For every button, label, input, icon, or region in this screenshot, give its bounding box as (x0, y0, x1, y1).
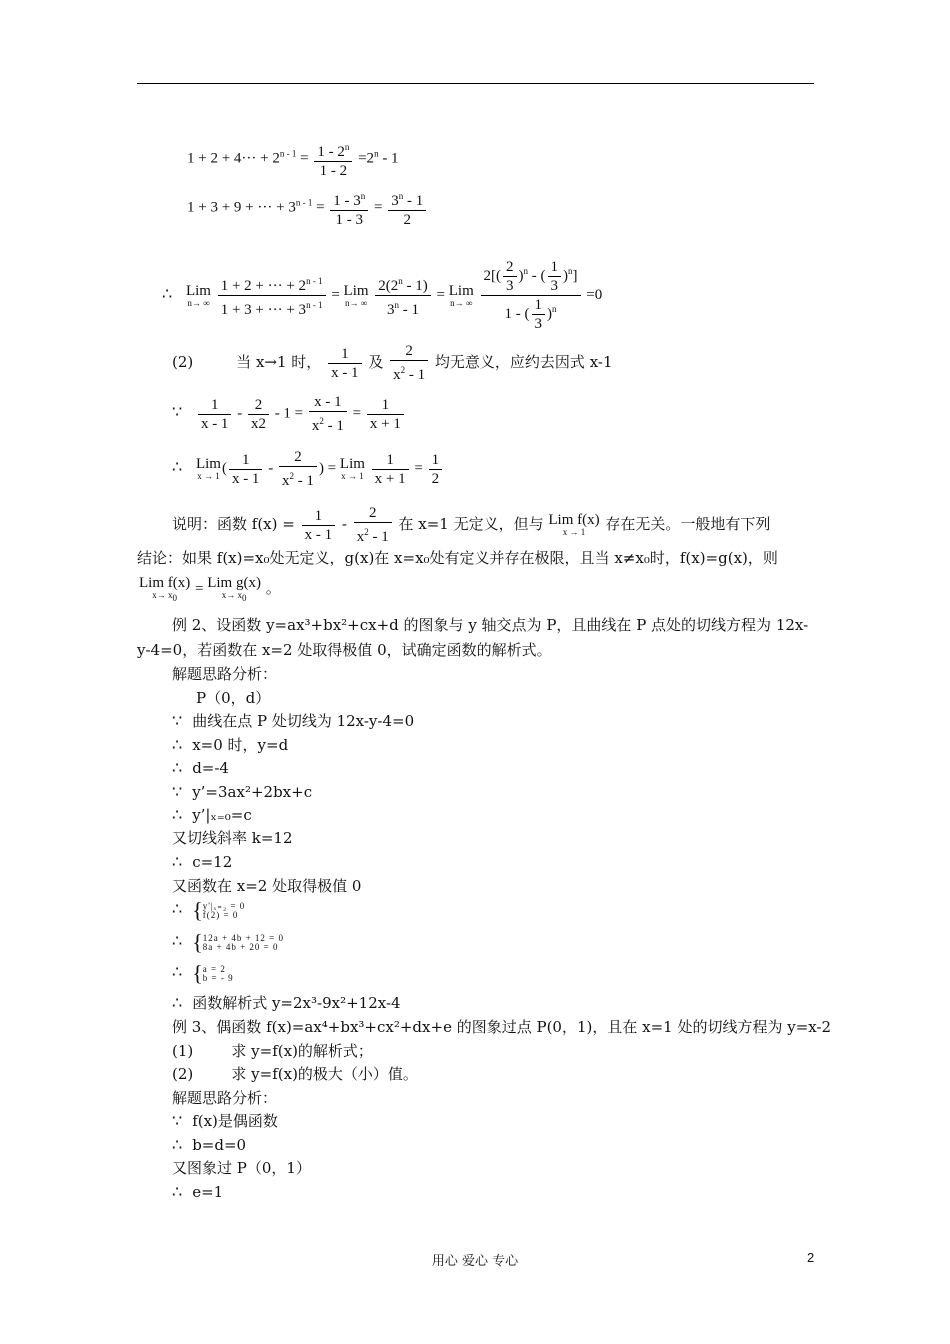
step-t4: ∴ e=1 (172, 1182, 224, 1201)
step-t2: ∴ b=d=0 (172, 1135, 247, 1154)
analysis-heading-2: 解题思路分析： (172, 1089, 278, 1107)
example3-q2: (2) 求 y=f(x)的极大（小）值。 (172, 1065, 418, 1083)
step-4: ∴ d=-4 (172, 758, 229, 777)
note-line: 说明：函数 f(x) = $\frac{1}{x - 1}$ - $\frac{2}{x^2 - 1}$ 在 x=1 无定义，但与 Lim f(x) x → 1 存在无关。一般地有下列 (172, 505, 771, 545)
page-number: 2 (807, 1250, 815, 1265)
system-2: ∴ {12a + 4b + 12 = 0 8a + 4b + 20 = 0 (172, 929, 284, 955)
geo-sum-2: $1 + 2 + 4\cdot\cdot\cdot + 2^{n - 1}$ = $\frac{1 - 2^n}{1 - 2}$ $=2^n - 1$ (187, 138, 399, 180)
step-10: ∴ 函数解析式 y=2x³-9x²+12x-4 (172, 993, 401, 1012)
step-8: ∴ c=12 (172, 852, 233, 871)
simplify-step: ∵ $\frac{1}{x - 1}$ - $\frac{2}{x2}$ - 1 = $\frac{x - 1}{x^2 - 1}$ = $\frac{1}{x + 1}$ (172, 393, 406, 435)
limit-result: ∴ Lim x → 1 ( $\frac{1}{x - 1}$ - $\frac{2}{x^2 - 1}$ ) = Lim x → 1 $\frac{1}{x + 1}$ = $\frac{1}{2}$ (172, 448, 444, 490)
step-2: ∵ 曲线在点 P 处切线为 12x-y-4=0 (172, 711, 415, 730)
header-rule (137, 83, 814, 84)
example3-q1: (1) 求 y=f(x)的解析式； (172, 1042, 373, 1060)
system-1: ∴ {y'|ₓ₌₂ = 0 f(2) = 0 (172, 897, 246, 923)
analysis-heading: 解题思路分析： (172, 665, 278, 683)
step-t3: 又图象过 P（0，1） (172, 1159, 311, 1177)
example2-line2: y-4=0，若函数在 x=2 处取得极值 0，试确定函数的解析式。 (137, 641, 552, 659)
step-7: 又切线斜率 k=12 (172, 829, 293, 847)
step-3: ∴ x=0 时，y=d (172, 735, 289, 754)
geo-sum-3: 1 + 3 + 9 + ··· + $3^{n - 1}$ = $\frac{1 - 3^n}{1 - 3}$ = $\frac{3^n - 1}{2}$ (187, 187, 428, 229)
example2-line1: 例 2、设函数 y=ax³+bx²+cx+d 的图象与 y 轴交点为 P，且曲线在 P 点处的切线方程为 12x- (172, 616, 809, 634)
conclusion-formula: Lim f(x) $x\to x_0$ = Lim g(x) $x\to x_0$ 。 (139, 575, 281, 603)
step-5: ∵ y’=3ax²+2bx+c (172, 782, 313, 801)
step-t1: ∵ f(x)是偶函数 (172, 1111, 278, 1130)
step-6: ∴ y’|ₓ₌₀=c (172, 805, 252, 824)
limit-ratio: ∴ Lim n→ ∞ $\frac{1 + 2 + \cdot\cdot\cdot + 2^{n - 1}}{1 + 3 + \cdot\cdot\cdot + 3^{n - 1}}$ = Lim n→ ∞ $\frac{2(2^n - 1)}{3^n - 1}$ = Lim n→ ∞ 2[( $\frac{2}{3}$ )$^n$ - ( $\frac{1}{3}$ )$^n$] 1 - ( $\frac{1}{3}$ )$^n$ =0 (162, 259, 603, 332)
example3-line: 例 3、偶函数 f(x)=ax⁴+bx³+cx²+dx+e 的图象过点 P(0，1)，且在 x=1 处的切线方程为 y=x-2 (172, 1018, 832, 1036)
step-9: 又函数在 x=2 处取得极值 0 (172, 877, 362, 895)
system-3: ∴ {a = 2 b = - 9 (172, 960, 234, 986)
step-1: P（0，d） (196, 689, 271, 707)
footer-text: 用心 爱心 专心 (431, 1254, 519, 1269)
part2-heading: (2) 当 x→1 时， $\frac{1}{x - 1}$ 及 $\frac{2}{x^2 - 1}$ 均无意义，应约去因式 x-1 (172, 343, 613, 383)
conclusion-text: 结论：如果 f(x)=x₀处无定义，g(x)在 x=x₀处有定义并存在极限，且当 x≠x₀时，f(x)=g(x)，则 (137, 549, 778, 567)
